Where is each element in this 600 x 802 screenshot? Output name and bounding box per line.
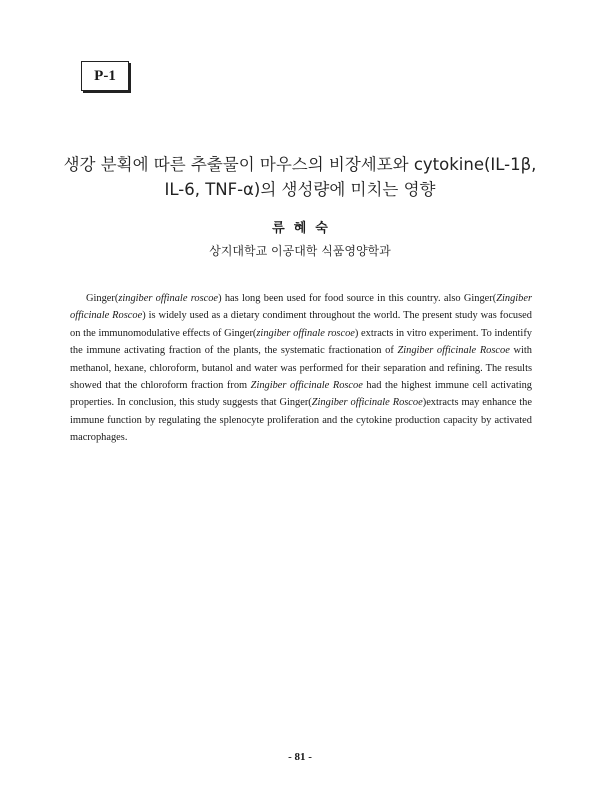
abstract-run: with methanol, hexane, chloroform, butanol and water was performed for their separation and refining. The results showed that the chloroform fraction from	[70, 345, 532, 392]
page-number: - 81 -	[288, 751, 312, 763]
author-affiliation: 상지대학교 이공대학 식품영양학과	[209, 244, 391, 258]
abstract-run: ) has long been used for food source in this country. also Ginger(	[218, 293, 497, 304]
poster-id-label: P-1	[94, 67, 116, 84]
abstract-species-name: zingiber offinale roscoe	[256, 327, 355, 339]
abstract-species-name: Zingiber officinale Roscoe	[397, 345, 510, 357]
author-name: 류혜숙	[272, 221, 337, 236]
abstract-species-name: Zingiber officinale Roscoe	[311, 397, 423, 409]
abstract-species-name: Zingiber officinale Roscoe	[70, 293, 532, 322]
abstract-run: )extracts may enhance the immune function by regulating the splenocyte proliferation and the cytokine production capacity by activated macrophages.	[70, 397, 532, 444]
abstract-species-name: zingiber offinale roscoe	[118, 293, 219, 304]
abstract-run: ) extracts in vitro experiment. To indentify the immune activating fraction of the plants, the systematic fractionation of	[70, 327, 532, 357]
abstract-run: ) is widely used as a dietary condiment throughout the world. The present study was focused on the immunomodulative effects of Ginger(	[70, 310, 532, 339]
abstract-text	[70, 290, 532, 447]
poster-id-box	[81, 61, 129, 91]
abstract-species-name: Zingiber officinale Roscoe	[250, 380, 363, 392]
abstract-run: had the highest immune cell activating properties. In conclusion, this study suggests that Ginger(	[70, 380, 532, 409]
title-line-2: IL-6, TNF-α)의 생성량에 미치는 영향	[164, 180, 436, 199]
paper-title	[40, 152, 560, 202]
abstract-run: Ginger(	[86, 293, 119, 304]
title-line-1: 생강 분획에 따른 추출물이 마우스의 비장세포와 cytokine(IL-1β,	[63, 155, 537, 174]
